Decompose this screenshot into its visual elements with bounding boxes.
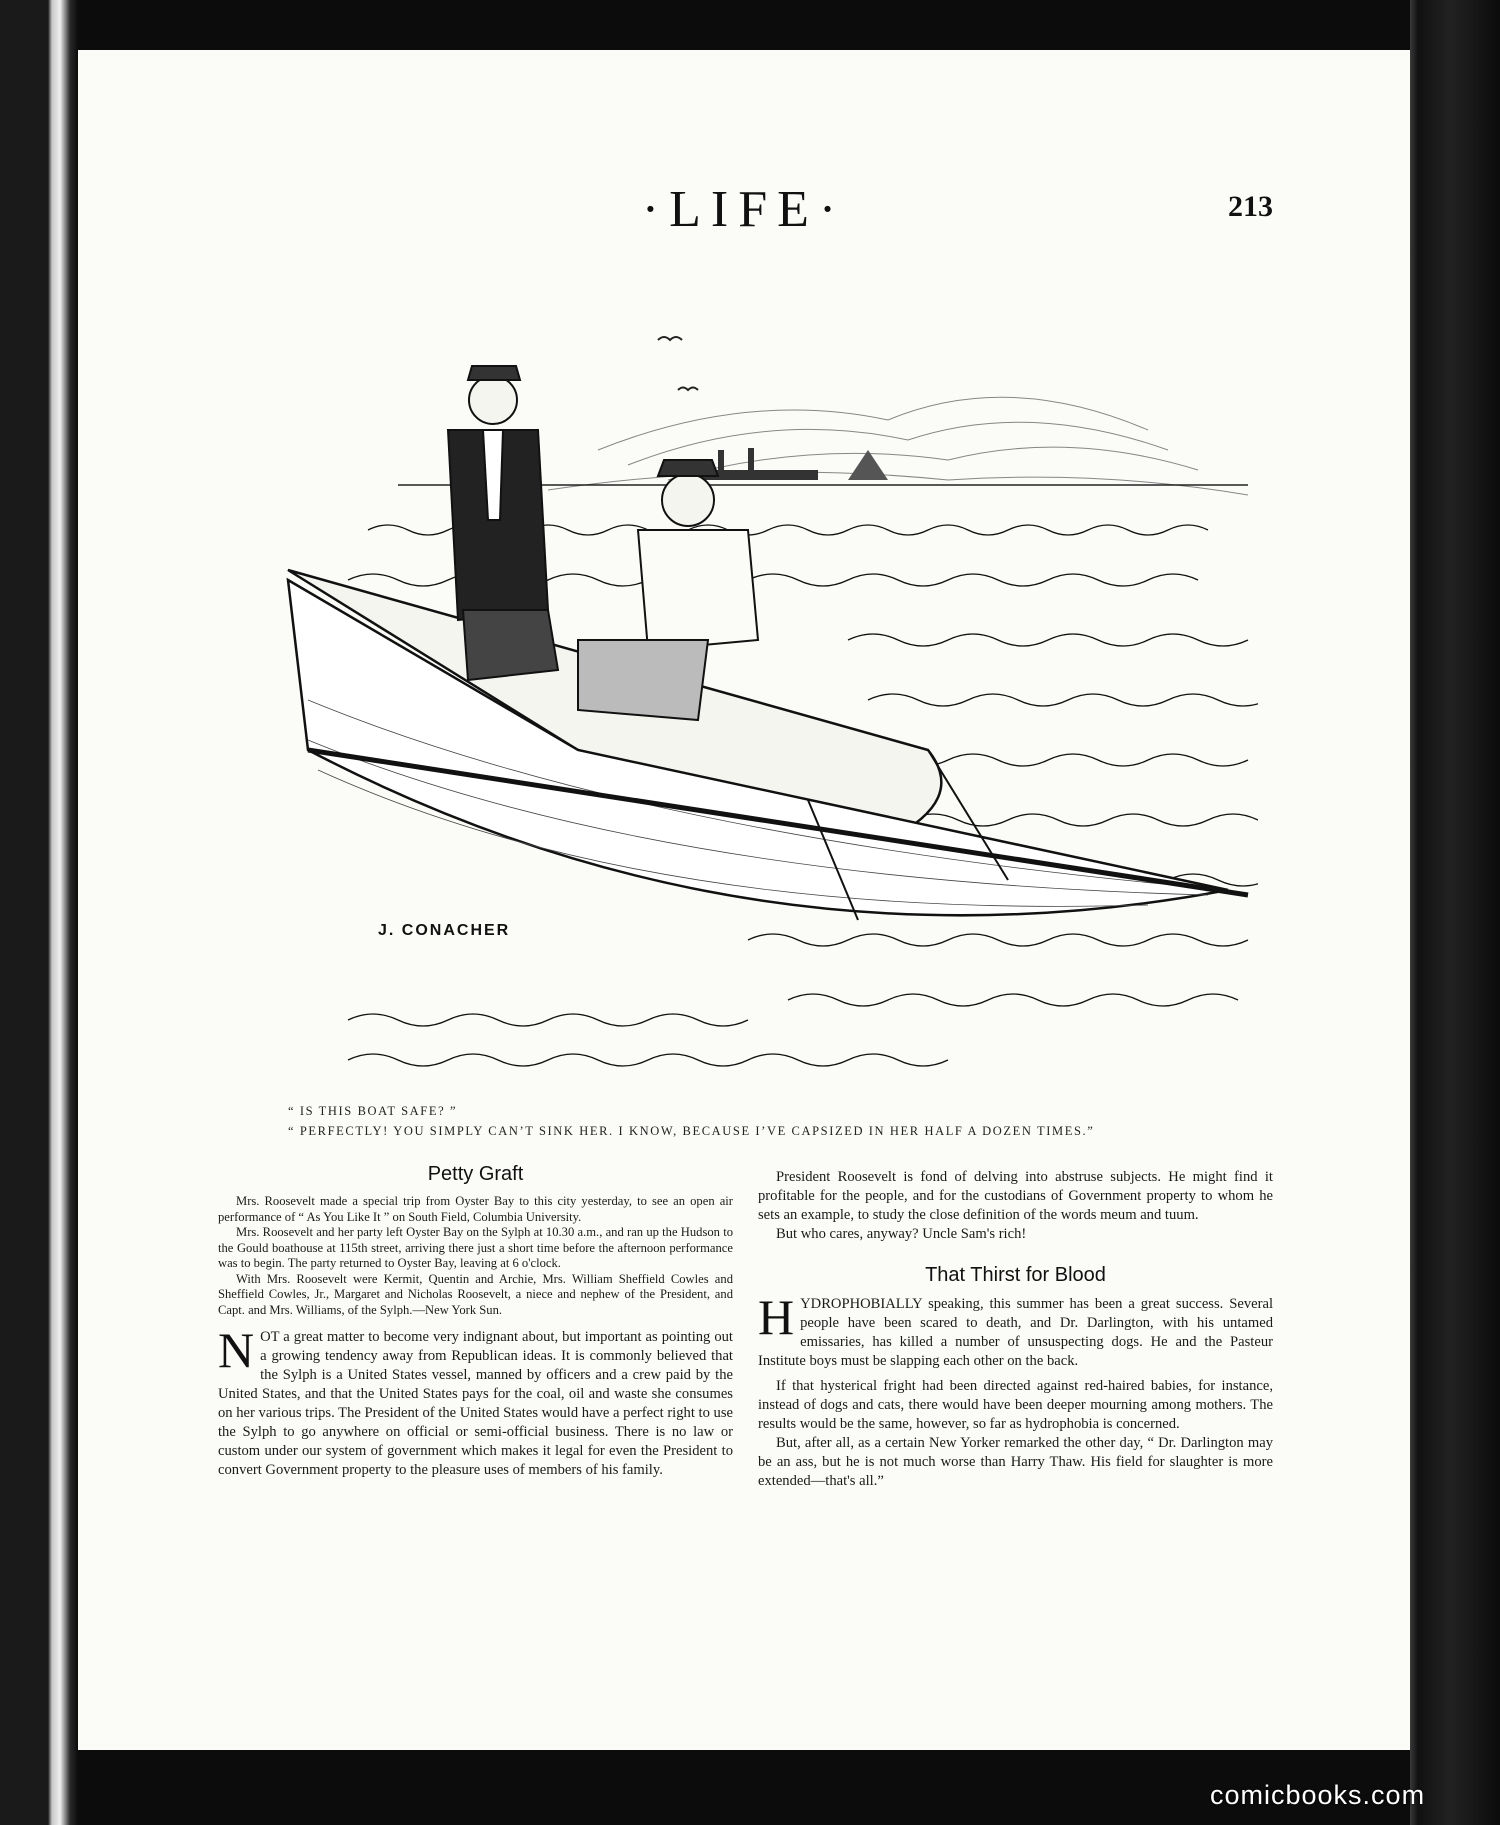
body-text: OT a great matter to become very indignant about, but important as pointing out a growing tendency away from Republican ideas. It is commonly believed that the Sylph is a United States vessel, manned by officers and a crew paid by the United States, and that the United States pays for the coal, oil and waste she consumes on her various trips. The President of the United States would have a perfect right to use the Sylph to go anywhere on official or semi-official business. There is no law or custom under our system of government which makes it legal for even the President to convert Government property to the pleasure uses of members of his family. [218, 1329, 733, 1478]
standing-man [448, 366, 558, 680]
quoted-paragraph: With Mrs. Roosevelt were Kermit, Quentin and Archie, Mrs. William Sheffield Cowles and Sheffield Cowles, Jr., Margaret and Nicholas Roosevelt, a niece and nephew of the President, and Capt. and Mrs. Williams, of the Sylph.—New York Sun. [218, 1271, 733, 1317]
quoted-paragraph: Mrs. Roosevelt made a special trip from Oyster Bay to this city yesterday, to see an open air performance of “ As You Like It ” on South Field, Columbia University. [218, 1194, 733, 1224]
distant-ship [698, 448, 888, 480]
site-watermark: comicbooks.com [1210, 1780, 1426, 1810]
artist-signature: J. CONACHER [378, 922, 511, 939]
body-paragraph: But, after all, as a certain New Yorker remarked the other day, “ Dr. Darlington may be an ass, but he is not much worse than Harry Thaw. His field for slaughter is more extended—that's all.” [758, 1435, 1273, 1489]
bird-icon [678, 388, 698, 391]
masthead-title: ·LIFE· [641, 181, 847, 238]
article-heading-petty-graft: Petty Graft [427, 1163, 524, 1185]
body-text: YDROPHOBIALLY speaking, this summer has been a great success. Several people have been scared to death, and Dr. Darlington, with his untamed emissaries, has killed a number of unsuspecting dogs. He and the Pasteur Institute boys must be slapping each other on the back. [758, 1296, 1273, 1369]
quoted-paragraph: Mrs. Roosevelt and her party left Oyster Bay on the Sylph at 10.30 a.m., and ran up the Hudson to the Gould boathouse at 115th street, arriving there just a short time before the afternoon performance was to begin. The party returned to Oyster Bay, leaving at 6 o'clock. [218, 1225, 733, 1270]
body-paragraph [758, 1289, 1273, 1371]
body-paragraph: If that hysterical fright had been directed against red-haired babies, for instance, instead of dogs and cats, there would have been deeper mourning among mothers. The results would be the same, however, so far as hydrophobia is concerned. [758, 1378, 1273, 1432]
body-paragraph: President Roosevelt is fond of delving into abstruse subjects. He might find it profitable for the people, and for the custodians of Government property to whom he sets an example, to study the close definition of the words meum and tuum. [758, 1169, 1273, 1223]
body-paragraph: But who cares, anyway? Uncle Sam's rich! [776, 1226, 1027, 1242]
article-heading-thirst-for-blood: That Thirst for Blood [925, 1264, 1106, 1286]
caption-line-1: “ IS THIS BOAT SAFE? ” [288, 1104, 458, 1118]
cartoon-illustration [248, 280, 1258, 1090]
page-number: 213 [1228, 190, 1273, 223]
bird-icon [658, 337, 682, 340]
binding-edge-left [0, 0, 78, 1825]
caption-line-2: “ PERFECTLY! YOU SIMPLY CAN’T SINK HER. I KNOW, BECAUSE I’VE CAPSIZED IN HER HALF A DOZEN TIMES.” [288, 1124, 1095, 1138]
drop-cap: H [758, 1289, 795, 1345]
body-paragraph [218, 1322, 733, 1480]
drop-cap: N [218, 1322, 255, 1378]
left-column [218, 1165, 733, 1480]
seated-sailor [578, 460, 758, 720]
magazine-page [78, 50, 1410, 1750]
cloud-shading [548, 397, 1248, 495]
right-column [758, 1168, 1273, 1491]
binding-edge-right [1410, 0, 1500, 1825]
